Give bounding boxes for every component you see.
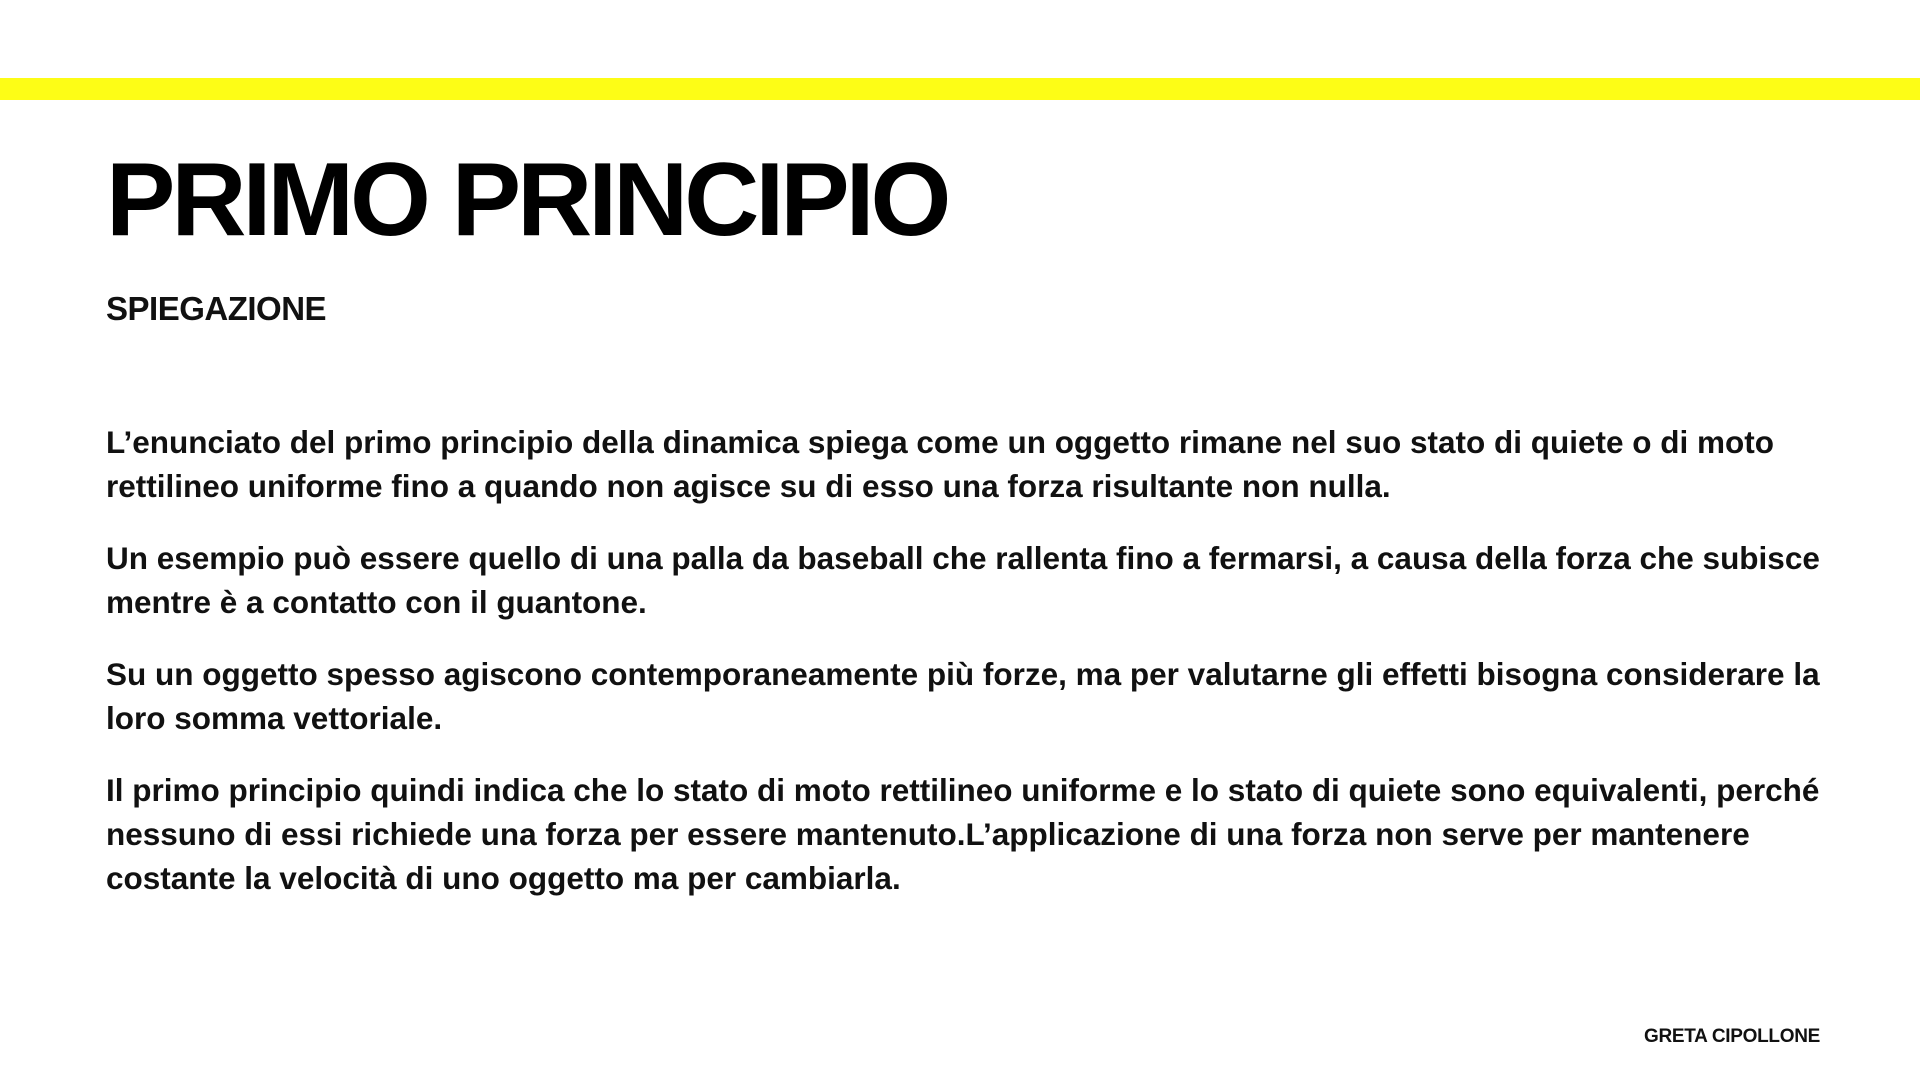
author-name: GRETA CIPOLLONE xyxy=(1643,1026,1820,1047)
paragraph-conclusione: Il primo principio quindi indica che lo stato di moto rettilineo uniforme e lo stato di quiete sono equivalenti, perché nessuno di essi richiede una forza per essere mantenuto.L’applicazione di una forza non serve per mantenere costante la velocità di uno oggetto ma per cambiarla. xyxy=(106,772,1820,896)
accent-bar xyxy=(0,78,1920,100)
paragraph-esempio: Un esempio può essere quello di una palla da baseball che rallenta fino a fermarsi, a causa della forza che subisce mentre è a contatto con il guantone. xyxy=(106,540,1820,620)
slide-body xyxy=(106,420,1846,928)
paragraph-forze: Su un oggetto spesso agiscono contemporaneamente più forze, ma per valutarne gli effetti bisogna considerare la loro somma vettoriale. xyxy=(106,656,1820,736)
slide-subtitle: SPIEGAZIONE xyxy=(106,290,327,327)
paragraph-enunciato: L’enunciato del primo principio della dinamica spiega come un oggetto rimane nel suo stato di quiete o di moto rettilineo uniforme fino a quando non agisce su di esso una forza risultante non nulla. xyxy=(106,424,1774,504)
slide-title: PRIMO PRINCIPIO xyxy=(106,142,948,258)
